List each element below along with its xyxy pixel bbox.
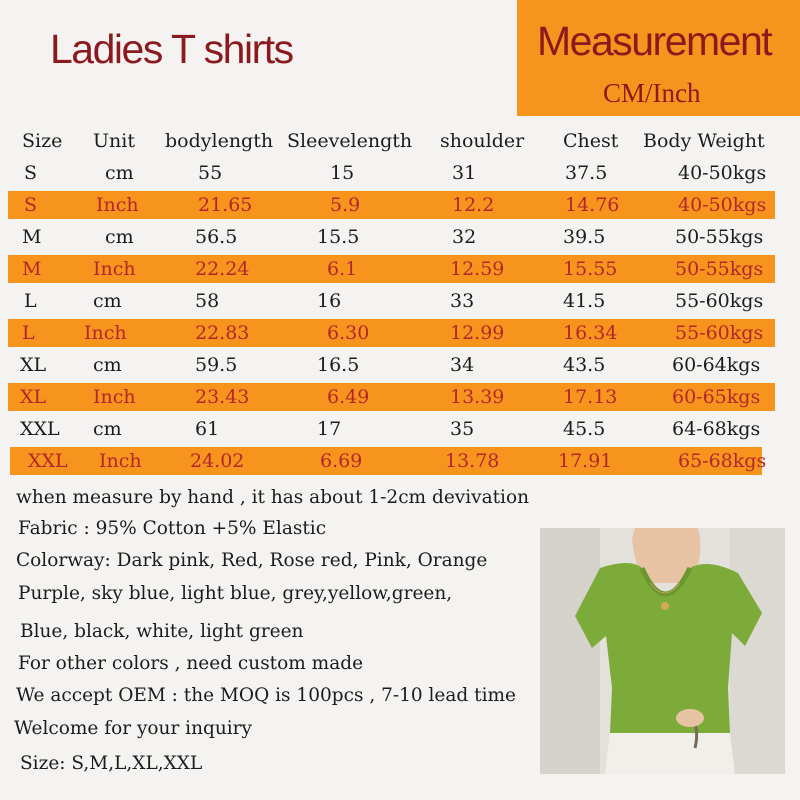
cell-body-weight: 65-68kgs [678, 450, 767, 472]
cell-body-weight: 60-64kgs [672, 354, 761, 376]
cell-sleevelength: 17 [317, 418, 342, 440]
note-colors-3: Blue, black, white, light green [20, 621, 304, 642]
cell-chest: 14.76 [565, 194, 620, 216]
cell-size: S [24, 162, 38, 184]
size-table [0, 125, 800, 477]
cell-size: S [24, 194, 38, 216]
cell-sleevelength: 15 [330, 162, 355, 184]
cell-bodylength: 21.65 [198, 194, 253, 216]
cell-size: M [22, 258, 42, 280]
note-inquiry: Welcome for your inquiry [14, 718, 252, 739]
header-unit: Unit [93, 130, 135, 152]
table-row [0, 381, 800, 413]
cell-chest: 17.91 [558, 450, 613, 472]
cell-body-weight: 55-60kgs [675, 322, 764, 344]
cell-shoulder: 12.99 [450, 322, 505, 344]
cell-size: XL [20, 386, 47, 408]
cell-chest: 17.13 [563, 386, 618, 408]
header-size: Size [22, 130, 63, 152]
cell-sleevelength: 16.5 [317, 354, 360, 376]
cell-size: XXL [28, 450, 68, 472]
cell-chest: 43.5 [563, 354, 606, 376]
cell-shoulder: 12.2 [452, 194, 495, 216]
page-title: Ladies T shirts [50, 26, 293, 72]
cell-unit: cm [93, 290, 122, 312]
measurement-badge [517, 0, 800, 116]
cell-unit: cm [105, 162, 134, 184]
cell-bodylength: 55 [198, 162, 223, 184]
cell-body-weight: 60-65kgs [672, 386, 761, 408]
header-bodylength: bodylength [165, 130, 274, 152]
cell-body-weight: 64-68kgs [672, 418, 761, 440]
note-fabric: Fabric : 95% Cotton +5% Elastic [18, 518, 327, 539]
table-row [0, 349, 800, 381]
cell-bodylength: 22.24 [195, 258, 250, 280]
badge-title: Measurement [537, 18, 772, 64]
cell-shoulder: 35 [450, 418, 475, 440]
product-photo [540, 528, 785, 774]
model-wearing-green-tshirt-image [540, 528, 785, 774]
note-sizes: Size: S,M,L,XL,XXL [20, 753, 203, 774]
note-deviation: when measure by hand , it has about 1-2cm devivation [16, 487, 530, 508]
cell-shoulder: 31 [452, 162, 477, 184]
cell-size: L [22, 322, 35, 344]
cell-shoulder: 13.78 [445, 450, 500, 472]
table-row [0, 413, 800, 445]
table-row [0, 445, 800, 477]
cell-bodylength: 23.43 [195, 386, 250, 408]
cell-chest: 41.5 [563, 290, 606, 312]
cell-unit: cm [93, 354, 122, 376]
cell-unit: Inch [93, 258, 136, 280]
cell-shoulder: 32 [452, 226, 477, 248]
cell-bodylength: 58 [195, 290, 220, 312]
cell-sleevelength: 16 [317, 290, 342, 312]
cell-chest: 16.34 [563, 322, 618, 344]
cell-unit: Inch [99, 450, 142, 472]
cell-unit: Inch [84, 322, 127, 344]
cell-shoulder: 13.39 [450, 386, 505, 408]
header-sleevelength: Sleevelength [287, 130, 413, 152]
cell-body-weight: 55-60kgs [675, 290, 764, 312]
cell-unit: Inch [96, 194, 139, 216]
cell-chest: 37.5 [565, 162, 608, 184]
cell-shoulder: 34 [450, 354, 475, 376]
cell-unit: Inch [93, 386, 136, 408]
cell-body-weight: 40-50kgs [678, 194, 767, 216]
cell-bodylength: 59.5 [195, 354, 238, 376]
note-oem: We accept OEM : the MOQ is 100pcs , 7-10 lead time [16, 685, 516, 706]
table-row [0, 285, 800, 317]
table-row [0, 189, 800, 221]
table-row [0, 317, 800, 349]
header-shoulder: shoulder [440, 130, 525, 152]
table-header-row [0, 125, 800, 157]
header-body-weight: Body Weight [643, 130, 765, 152]
cell-shoulder: 12.59 [450, 258, 505, 280]
cell-unit: cm [93, 418, 122, 440]
cell-sleevelength: 6.69 [320, 450, 363, 472]
cell-size: L [24, 290, 37, 312]
cell-size: M [22, 226, 42, 248]
cell-bodylength: 22.83 [195, 322, 250, 344]
cell-body-weight: 50-55kgs [675, 258, 764, 280]
cell-sleevelength: 6.49 [327, 386, 370, 408]
cell-sleevelength: 6.1 [327, 258, 358, 280]
badge-subtitle: CM/Inch [603, 78, 701, 108]
table-row [0, 221, 800, 253]
cell-unit: cm [105, 226, 134, 248]
cell-bodylength: 24.02 [190, 450, 245, 472]
cell-sleevelength: 5.9 [330, 194, 361, 216]
cell-chest: 15.55 [563, 258, 618, 280]
note-colors-2: Purple, sky blue, light blue, grey,yellow,green, [18, 583, 453, 604]
cell-chest: 39.5 [563, 226, 606, 248]
cell-sleevelength: 6.30 [327, 322, 370, 344]
cell-shoulder: 33 [450, 290, 475, 312]
note-custom-colors: For other colors , need custom made [18, 653, 364, 674]
table-row [0, 253, 800, 285]
header-chest: Chest [563, 130, 619, 152]
note-colorway: Colorway: Dark pink, Red, Rose red, Pink, Orange [16, 550, 488, 571]
cell-size: XXL [20, 418, 60, 440]
table-row [0, 157, 800, 189]
cell-body-weight: 40-50kgs [678, 162, 767, 184]
cell-bodylength: 56.5 [195, 226, 238, 248]
cell-body-weight: 50-55kgs [675, 226, 764, 248]
cell-size: XL [20, 354, 47, 376]
cell-sleevelength: 15.5 [317, 226, 360, 248]
cell-bodylength: 61 [195, 418, 220, 440]
cell-chest: 45.5 [563, 418, 606, 440]
